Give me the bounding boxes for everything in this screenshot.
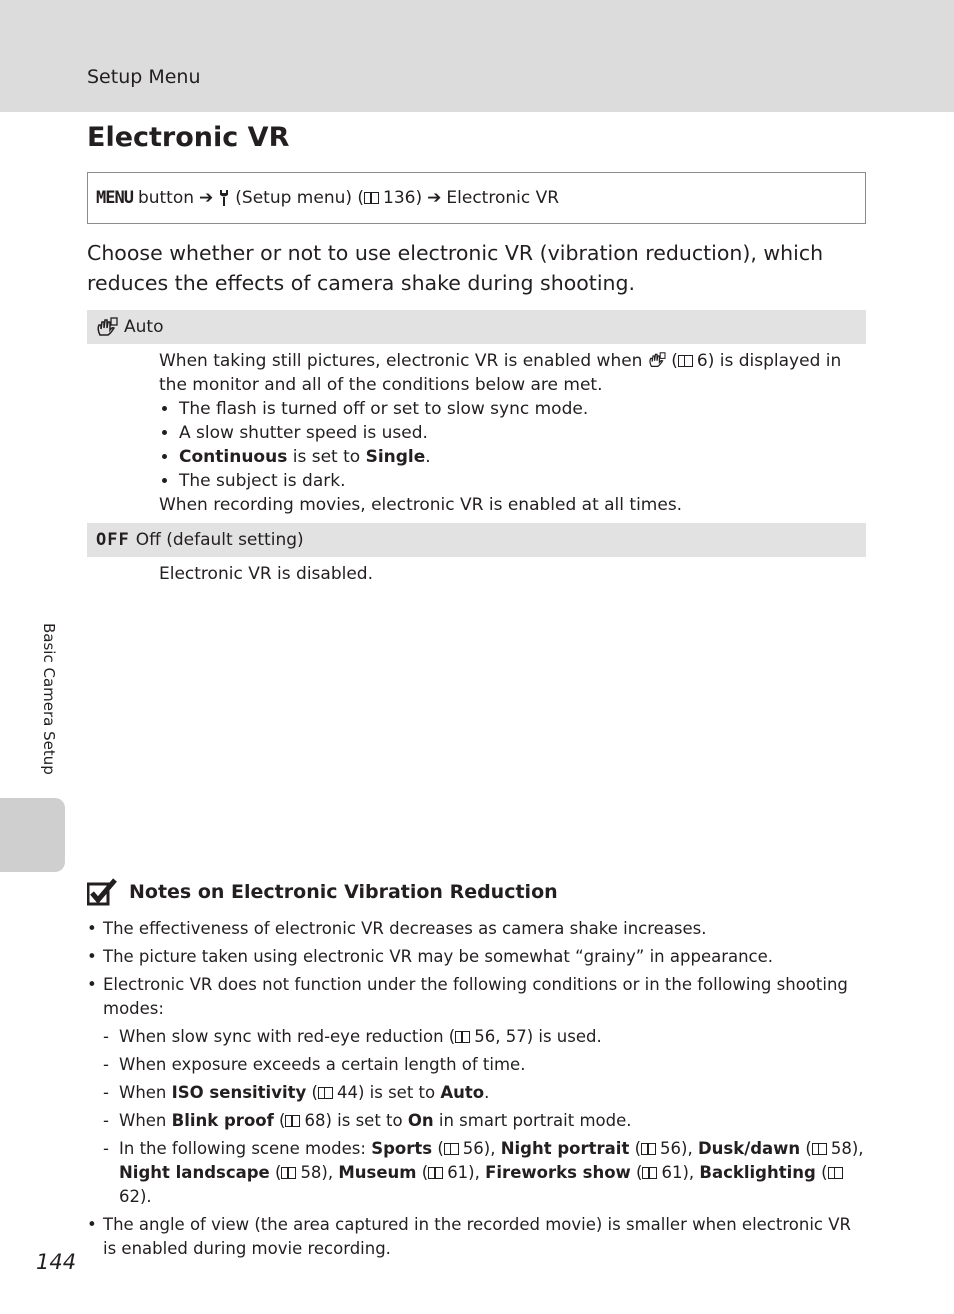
wrench-icon [218,189,230,207]
off-code-icon: OFF [96,530,130,550]
book-ref-icon [828,1167,843,1179]
option-auto-bar [87,310,866,344]
book-ref-icon [285,1115,300,1127]
book-ref-icon [281,1167,296,1179]
vr-hand-icon [648,352,666,368]
option-auto-description [159,349,859,517]
chapter-tab [0,798,65,872]
list-item: - When exposure exceeds a certain length of time. [87,1053,867,1077]
notes-heading [87,878,558,906]
auto-tail: When recording movies, electronic VR is enabled at all times. [159,495,683,515]
option-off-label: Off (default setting) [135,530,304,550]
list-item: - When Blink proof ( 68) is set to On in smart portrait mode. [87,1109,867,1133]
book-ref-icon [642,1167,657,1179]
auto-lead: When taking still pictures, electronic VR is enabled when ( 6) is displayed in the monitor and all of the conditions below are met. [159,351,842,395]
list-item: • The effectiveness of electronic VR decreases as camera shake increases. [87,917,867,941]
auto-conditions-list [159,397,859,493]
menu-path-box [87,172,866,224]
book-ref-icon [812,1143,827,1155]
list-item: - When slow sync with red-eye reduction ( 56, 57) is used. [87,1025,867,1049]
list-item: • The picture taken using electronic VR may be somewhat “grainy” in appearance. [87,945,867,969]
checkmark-icon [87,878,117,906]
section-label: Setup Menu [87,66,201,88]
book-ref-icon [318,1087,333,1099]
page-title: Electronic VR [87,122,290,153]
off-desc: Electronic VR is disabled. [159,564,373,584]
list-item: • Continuous is set to Single. [179,445,859,469]
list-item: • The angle of view (the area captured in the recorded movie) is smaller when electronic VR is enabled during movie recording. [87,1213,867,1261]
vr-hand-icon [96,317,118,337]
arrow-right-icon: ➔ [199,188,214,208]
book-ref-icon [678,355,693,367]
header-band [0,0,954,112]
book-ref-icon [428,1167,443,1179]
intro-text: Choose whether or not to use electronic VR (vibration reduction), which reduces the effects of camera shake during shooting. [87,241,824,295]
book-ref-icon [455,1031,470,1043]
menu-path-target: Electronic VR [446,188,560,208]
list-item: • A slow shutter speed is used. [179,421,859,445]
menu-path-setup: (Setup menu) ( 136) [235,188,423,208]
book-ref-icon [641,1143,656,1155]
list-item: - When ISO sensitivity ( 44) is set to Auto. [87,1081,867,1105]
option-auto-label: Auto [124,317,164,337]
chapter-side-label: Basic Camera Setup [40,623,58,775]
list-item: • The subject is dark. [179,469,859,493]
option-off-bar [87,523,866,557]
page-number: 144 [36,1250,77,1274]
menu-button-icon: MENU [96,188,133,208]
list-item: - In the following scene modes: Sports ( 56), Night portrait ( 56), Dusk/dawn ( 58), Night landscape ( 58), Museum ( 61), Fireworks show ( 61), Backlighting (62). [87,1137,867,1209]
book-ref-icon [444,1143,459,1155]
menu-path-button: button [137,188,195,208]
book-ref-icon [364,192,379,204]
notes-title: Notes on Electronic Vibration Reduction [129,881,558,903]
notes-list [87,917,867,1265]
list-item: • The flash is turned off or set to slow sync mode. [179,397,859,421]
list-item: • Electronic VR does not function under the following conditions or in the following shooting modes: [87,973,867,1021]
arrow-right-icon: ➔ [427,188,442,208]
option-off-description [159,562,859,586]
